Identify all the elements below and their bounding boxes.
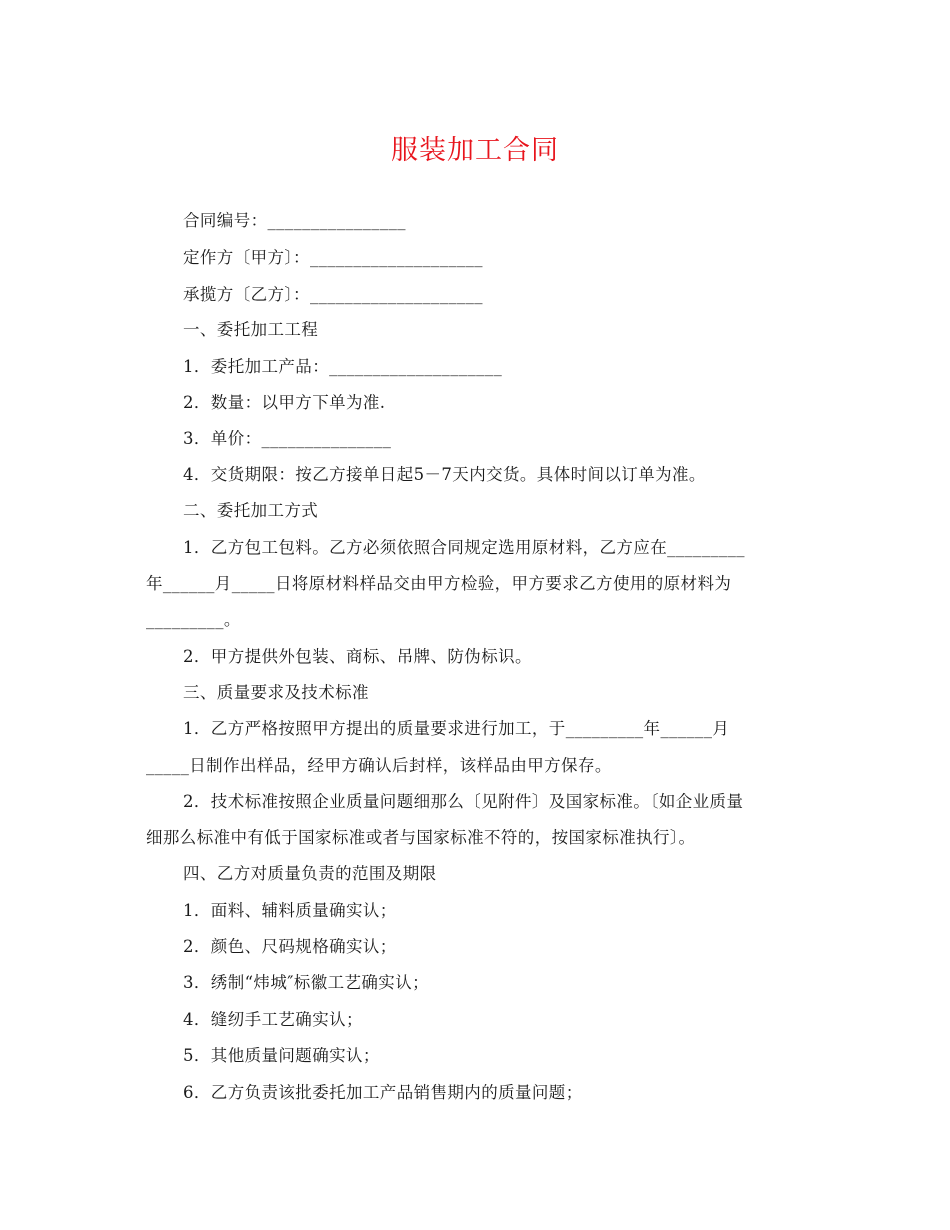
clause-4-6: 6．乙方负责该批委托加工产品销售期内的质量问题； xyxy=(183,1083,583,1102)
clause-1-1: 1．委托加工产品：____________________ xyxy=(183,357,503,376)
section-heading-4: 四、乙方对质量负责的范围及期限 xyxy=(183,864,437,883)
clause-4-3: 3．绣制“炜城″标徽工艺确实认； xyxy=(183,973,429,992)
document-title: 服装加工合同 xyxy=(391,135,559,166)
clause-2-1-line-2: 年______月_____日将原材料样品交由甲方检验，甲方要求乙方使用的原材料为 xyxy=(146,574,732,593)
clause-2-1-line-1: 1．乙方包工包料。乙方必须依照合同规定选用原材料，乙方应在_________ xyxy=(183,538,745,557)
party-a-line: 定作方〔甲方〕：____________________ xyxy=(183,248,483,267)
clause-1-4: 4．交货期限：按乙方接单日起5－7天内交货。具体时间以订单为准。 xyxy=(183,465,706,484)
clause-1-2: 2．数量：以甲方下单为准. xyxy=(183,393,386,412)
clause-4-1: 1．面料、辅料质量确实认； xyxy=(183,901,397,920)
clause-3-2-line-2: 细那么标准中有低于国家标准或者与国家标准不符的，按国家标准执行〕。 xyxy=(146,828,696,847)
section-heading-3: 三、质量要求及技术标准 xyxy=(183,683,369,702)
clause-2-2: 2．甲方提供外包装、商标、吊牌、防伪标识。 xyxy=(183,647,532,666)
contract-number-line: 合同编号：________________ xyxy=(183,211,406,230)
clause-3-1-line-1: 1．乙方严格按照甲方提出的质量要求进行加工，于_________年______月 xyxy=(183,719,730,738)
section-heading-1: 一、委托加工工程 xyxy=(183,320,319,339)
party-b-line: 承揽方〔乙方〕：____________________ xyxy=(183,285,483,304)
section-heading-2: 二、委托加工方式 xyxy=(183,501,319,520)
clause-3-1-line-2: _____日制作出样品，经甲方确认后封样，该样品由甲方保存。 xyxy=(146,756,612,775)
clause-4-2: 2．颜色、尺码规格确实认； xyxy=(183,937,397,956)
clause-4-4: 4．缝纫手工艺确实认； xyxy=(183,1010,363,1029)
clause-1-3: 3．单价：_______________ xyxy=(183,429,392,448)
clause-4-5: 5．其他质量问题确实认； xyxy=(183,1046,380,1065)
clause-3-2-line-1: 2．技术标准按照企业质量问题细那么〔见附件〕及国家标准。〔如企业质量 xyxy=(183,792,744,811)
clause-2-1-line-3: _________。 xyxy=(146,610,241,629)
